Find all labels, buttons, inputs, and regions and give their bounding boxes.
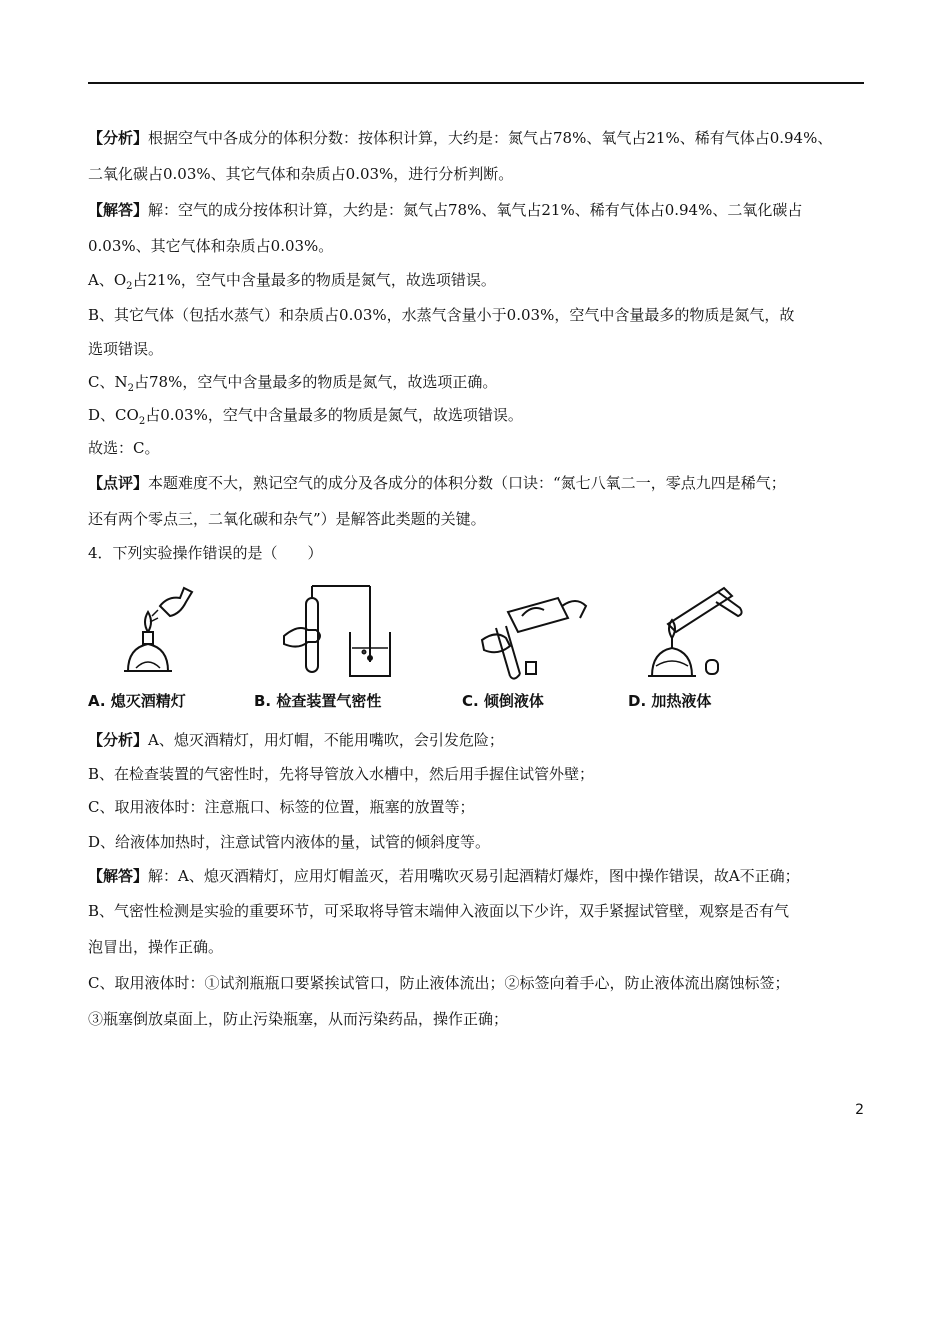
subscript: 2 [126,281,133,292]
text: 占78%，空气中含量最多的物质是氮气，故选项正确。 [133,373,498,391]
q3-option-b-line-2: 选项错误。 [88,340,164,358]
caption-a: A. 熄灭酒精灯 [88,692,186,710]
q4-figures [88,570,868,722]
q4-answer-line-1 [88,860,868,893]
text: 解：空气的成分按体积计算，大约是：氮气占78%、氧气占21%、稀有气体占0.94%、二氧化碳占 [148,201,803,219]
caption-d: D. 加热液体 [628,692,712,710]
analysis-tag: 【分析】 [88,129,149,147]
alcohol-lamp-blowing-illustration [88,576,248,686]
q3-analysis-line-1 [88,120,868,156]
caption-c: C. 倾倒液体 [462,692,544,710]
text: 根据空气中各成分的体积分数：按体积计算，大约是：氮气占78%、氧气占21%、稀有气体占0.94%、 [148,129,833,147]
text: 占0.03%，空气中含量最多的物质是氮气，故选项错误。 [145,406,523,424]
q3-option-b-line-1: B、其它气体（包括水蒸气）和杂质占0.03%，水蒸气含量小于0.03%，空气中含量最多的物质是氮气，故 [88,306,795,324]
q4-answer-line-5: ③瓶塞倒放桌面上，防止污染瓶塞，从而污染药品，操作正确； [88,1010,509,1028]
text: C、N [88,373,128,391]
airtightness-check-illustration [254,576,414,686]
figure-a [88,576,248,716]
text: 占21%，空气中含量最多的物质是氮气，故选项错误。 [132,271,496,289]
q3-choice: 故选：C。 [88,439,160,457]
figure-d [628,576,788,716]
figure-c [462,576,622,716]
q4-answer-line-2: B、气密性检测是实验的重要环节，可采取将导管末端伸入液面以下少许，双手紧握试管壁，观察是否有气 [88,902,790,920]
q3-answer-line-2: 0.03%、其它气体和杂质占0.03%。 [88,237,334,255]
page-body [88,120,868,1037]
text: D、CO [88,406,139,424]
figure-b [254,576,414,716]
q3-option-c [88,366,868,399]
q4-analysis-line-4: D、给液体加热时，注意试管内液体的量，试管的倾斜度等。 [88,833,491,851]
heating-liquid-illustration [628,576,788,686]
q4-stem: 4．下列实验操作错误的是（ ） [88,544,323,562]
q4-answer-line-3: 泡冒出，操作正确。 [88,938,224,956]
analysis-tag: 【分析】 [88,731,149,749]
page-number: 2 [855,1102,864,1118]
q3-answer-line-1 [88,192,868,228]
answer-tag: 【解答】 [88,201,149,219]
q3-option-d [88,399,868,432]
q3-option-a [88,264,868,297]
text: 解：A、熄灭酒精灯，应用灯帽盖灭，若用嘴吹灭易引起酒精灯爆炸，图中操作错误，故A不正确； [148,867,800,885]
caption-b: B. 检查装置气密性 [254,692,382,710]
subscript: 2 [138,416,146,427]
q3-analysis-line-2: 二氧化碳占0.03%、其它气体和杂质占0.03%，进行分析判断。 [88,165,514,183]
text: A、熄灭酒精灯，用灯帽，不能用嘴吹，会引发危险； [148,731,504,749]
q4-analysis-line-3: C、取用液体时：注意瓶口、标签的位置，瓶塞的放置等； [88,798,475,816]
q4-answer-line-4: C、取用液体时：①试剂瓶瓶口要紧挨试管口，防止液体流出；②标签向着手心，防止液体流出腐蚀标签； [88,974,790,992]
comment-tag: 【点评】 [88,474,149,492]
subscript: 2 [127,383,134,394]
q4-analysis-line-1 [88,722,868,758]
header-rule [88,82,864,84]
answer-tag: 【解答】 [88,867,149,885]
pouring-liquid-illustration [462,576,622,686]
q3-comment-line-1 [88,465,868,501]
q3-comment-line-2: 还有两个零点三，二氧化碳和杂气”）是解答此类题的关键。 [88,510,486,528]
text: 本题难度不大，熟记空气的成分及各成分的体积分数（口诀：“氮七八氧二一，零点九四是稀气； [148,474,786,492]
q4-analysis-line-2: B、在检查装置的气密性时，先将导管放入水槽中，然后用手握住试管外壁； [88,765,595,783]
text: A、O [88,271,127,289]
